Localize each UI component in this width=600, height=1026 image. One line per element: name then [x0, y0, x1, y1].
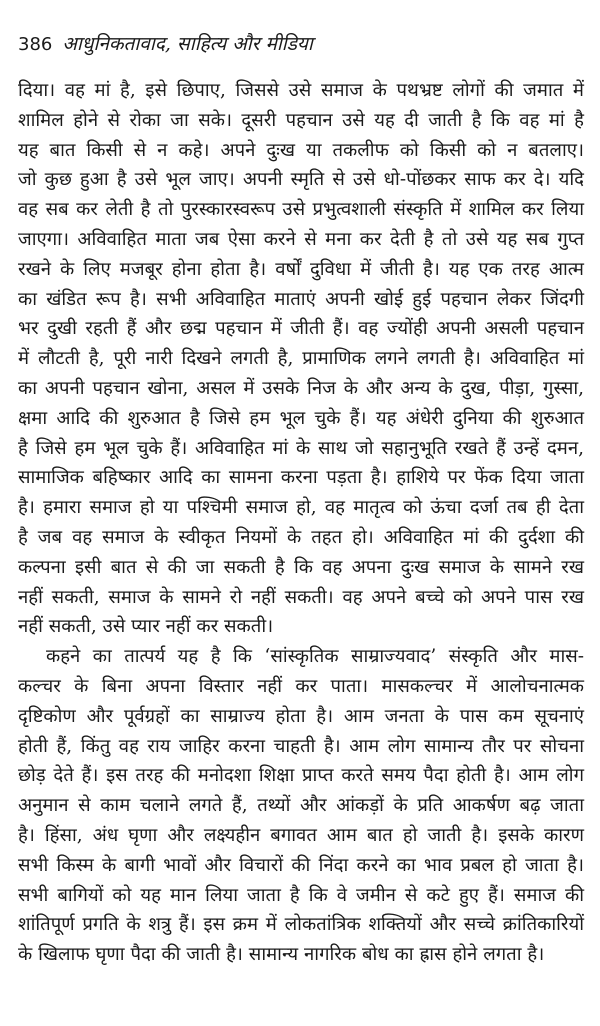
text-line: क्षमा आदि की शुरुआत है जिसे हम भूल चुके हैं। यह अंधेरी दुनिया की शुरुआत [18, 407, 584, 429]
text-line: है। हमारा समाज हो या पश्चिमी समाज हो, वह मातृत्व को ऊंचा दर्जा तब ही देता [18, 497, 584, 519]
text-line: सभी बागियों को यह मान लिया जाता है कि वे जमीन से कटे हुए हैं। समाज की [18, 884, 584, 906]
text-line: होती हैं, किंतु वह राय जाहिर करना चाहती है। आम लोग सामान्य तौर पर सोचना [18, 735, 584, 757]
body-text [18, 76, 584, 970]
text-line: का अपनी पहचान खोना, असल में उसके निज के और अन्य के दुख, पीड़ा, गुस्सा, [18, 377, 584, 399]
text-line: दृष्टिकोण और पूर्वग्रहों का साम्राज्य होता है। आम जनता के पास कम सूचनाएं [18, 705, 584, 727]
paragraph [18, 76, 584, 642]
running-title: आधुनिकतावाद, साहित्य और मीडिया [62, 33, 313, 55]
text-line: रखने के लिए मजबूर होना होता है। वर्षों दुविधा में जीती है। यह एक तरह आत्म [18, 258, 584, 280]
text-line: है जिसे हम भूल चुके हैं। अविवाहित मां के साथ जो सहानुभूति रखते हैं उन्हें दमन, [18, 437, 584, 459]
text-line: जो कुछ हुआ है उसे भूल जाए। अपनी स्मृति से उसे धो-पोंछकर साफ कर दे। यदि [18, 169, 584, 191]
text-line: नहीं सकती, उसे प्यार नहीं कर सकती। [18, 616, 274, 638]
text-line: है। हिंसा, अंध घृणा और लक्ष्यहीन बगावत आम बात हो जाती है। इसके कारण [18, 824, 584, 846]
text-line: कहने का तात्पर्य यह है कि ‘सांस्कृतिक साम्राज्यवाद’ संस्कृति और मास- [46, 646, 584, 668]
paragraph [18, 642, 584, 970]
book-page [18, 30, 584, 970]
text-line: अनुमान से काम चलाने लगते हैं, तथ्यों और आंकड़ों के प्रति आकर्षण बढ़ जाता [18, 795, 584, 817]
text-line: कल्पना इसी बात से की जा सकती है कि वह अपना दुःख समाज के सामने रख [18, 556, 584, 578]
text-line: सभी किस्म के बागी भावों और विचारों की निंदा करने का भाव प्रबल हो जाता है। [18, 854, 584, 876]
text-line: शांतिपूर्ण प्रगति के शत्रु हैं। इस क्रम में लोकतांत्रिक शक्तियों और सच्चे क्रांतिकारियों [18, 914, 584, 936]
text-line: कल्चर के बिना अपना विस्तार नहीं कर पाता। मासकल्चर में आलोचनात्मक [18, 675, 584, 697]
text-line: जाएगा। अविवाहित माता जब ऐसा करने से मना कर देती है तो उसे यह सब गुप्त [18, 228, 584, 250]
text-line: सामाजिक बहिष्कार आदि का सामना करना पड़ता है। हाशिये पर फेंक दिया जाता [18, 467, 584, 489]
text-line: छोड़ देते हैं। इस तरह की मनोदशा शिक्षा प्राप्त करते समय पैदा होती है। आम लोग [18, 765, 584, 787]
text-line: शामिल होने से रोका जा सके। दूसरी पहचान उसे यह दी जाती है कि वह मां है [18, 109, 584, 131]
text-line: के खिलाफ घृणा पैदा की जाती है। सामान्य नागरिक बोध का ह्रास होने लगता है। [18, 944, 545, 966]
text-line: भर दुखी रहती हैं और छद्म पहचान में जीती हैं। वह ज्योंही अपनी असली पहचान [18, 318, 584, 340]
text-line: नहीं सकती, समाज के सामने रो नहीं सकती। वह अपने बच्चे को अपने पास रख [18, 586, 584, 608]
text-line: यह बात किसी से न कहे। अपने दुःख या तकलीफ को किसी को न बतलाए। [18, 139, 584, 161]
text-line: का खंडित रूप है। सभी अविवाहित माताएं अपनी खोई हुई पहचान लेकर जिंदगी [18, 288, 584, 310]
text-line: है जब वह समाज के स्वीकृत नियमों के तहत हो। अविवाहित मां की दुर्दशा की [18, 526, 584, 548]
text-line: में लौटती है, पूरी नारी दिखने लगती है, प्रामाणिक लगने लगती है। अविवाहित मां [18, 348, 584, 370]
text-line: दिया। वह मां है, इसे छिपाए, जिससे उसे समाज के पथभ्रष्ट लोगों की जमात में [18, 80, 584, 101]
page-number: 386 [18, 34, 53, 55]
text-line: वह सब कर लेती है तो पुरस्कारस्वरूप उसे प्रभुत्वशाली संस्कृति में शामिल कर लिया [18, 199, 584, 221]
page-header [18, 30, 584, 56]
